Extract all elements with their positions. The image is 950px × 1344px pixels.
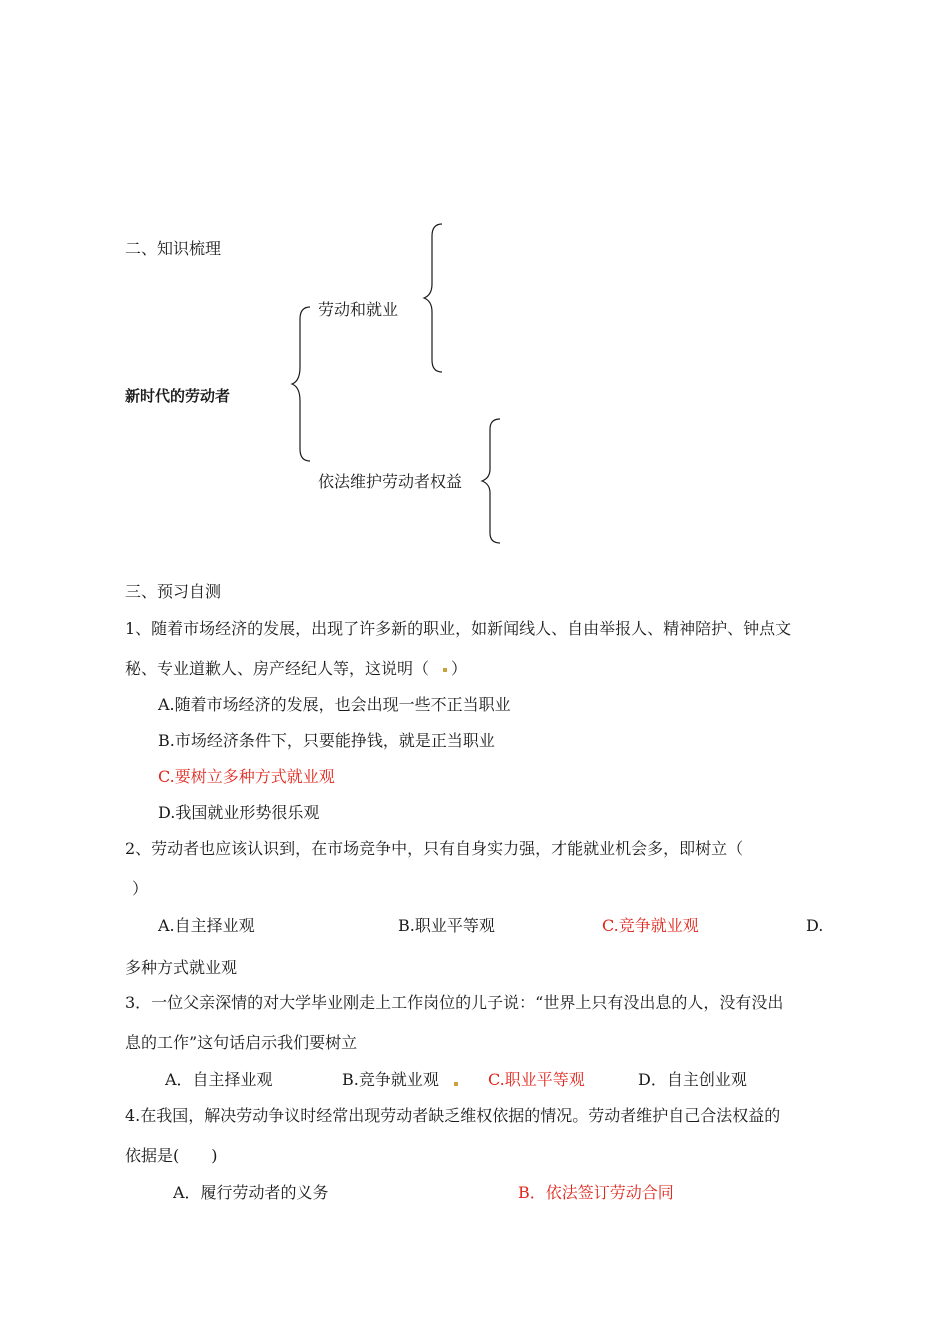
q1-option-c-answer: C.要树立多种方式就业观: [158, 767, 335, 786]
q2-stem-line1: 2、劳动者也应该认识到，在市场竞争中，只有自身实力强，才能就业机会多，即树立（: [125, 839, 744, 858]
q2-option-b: B.职业平等观: [398, 916, 495, 935]
q1-stem-line1: 1、随着市场经济的发展，出现了许多新的职业，如新闻线人、自由举报人、精神陪护、钟点文: [125, 619, 792, 638]
section-heading-self-test: 三、预习自测: [125, 582, 222, 601]
q2-option-d: D.: [806, 916, 824, 935]
map-branch-labor-employment: 劳动和就业: [318, 300, 399, 319]
q2-option-c-answer: C.竞争就业观: [602, 916, 699, 935]
q2-stem-line2: ）: [132, 879, 149, 898]
q3-option-c-answer: C.职业平等观: [488, 1070, 585, 1089]
q2-option-d-continued: 多种方式就业观: [125, 958, 238, 977]
q2-option-a: A.自主择业观: [158, 916, 255, 935]
brace-rights: [480, 417, 504, 545]
map-center-label: 新时代的劳动者: [125, 387, 231, 405]
mark-dot-icon: [443, 668, 447, 672]
q1-option-b: B.市场经济条件下，只要能挣钱，就是正当职业: [158, 731, 495, 750]
q3-option-d: D．自主创业观: [638, 1070, 747, 1089]
q3-stem-line1: 3．一位父亲深情的对大学毕业刚走上工作岗位的儿子说：“世界上只有没出息的人，没有没出: [125, 993, 784, 1012]
q4-option-b-answer: B．依法签订劳动合同: [518, 1183, 674, 1202]
q1-stem-line2: 秘、专业道歉人、房产经纪人等，这说明（ ）: [125, 659, 468, 678]
q3-stem-line2: 息的工作”这句话启示我们要树立: [125, 1033, 358, 1052]
brace-labor-employment: [422, 222, 446, 374]
mark-dot-icon: [454, 1082, 458, 1086]
q1-option-d: D.我国就业形势很乐观: [158, 803, 320, 822]
q3-option-b: B.竞争就业观: [342, 1070, 439, 1089]
q4-stem-line1: 4.在我国，解决劳动争议时经常出现劳动者缺乏维权依据的情况。劳动者维护自己合法权益的: [125, 1106, 781, 1125]
q4-stem-line2: 依据是( ): [125, 1146, 218, 1165]
section-heading-knowledge: 二、知识梳理: [125, 239, 222, 258]
map-branch-rights: 依法维护劳动者权益: [318, 472, 463, 491]
q1-option-a: A.随着市场经济的发展，也会出现一些不正当职业: [158, 695, 511, 714]
q3-option-a: A．自主择业观: [165, 1070, 273, 1089]
q4-option-a: A．履行劳动者的义务: [173, 1183, 329, 1202]
brace-main: [290, 305, 314, 463]
